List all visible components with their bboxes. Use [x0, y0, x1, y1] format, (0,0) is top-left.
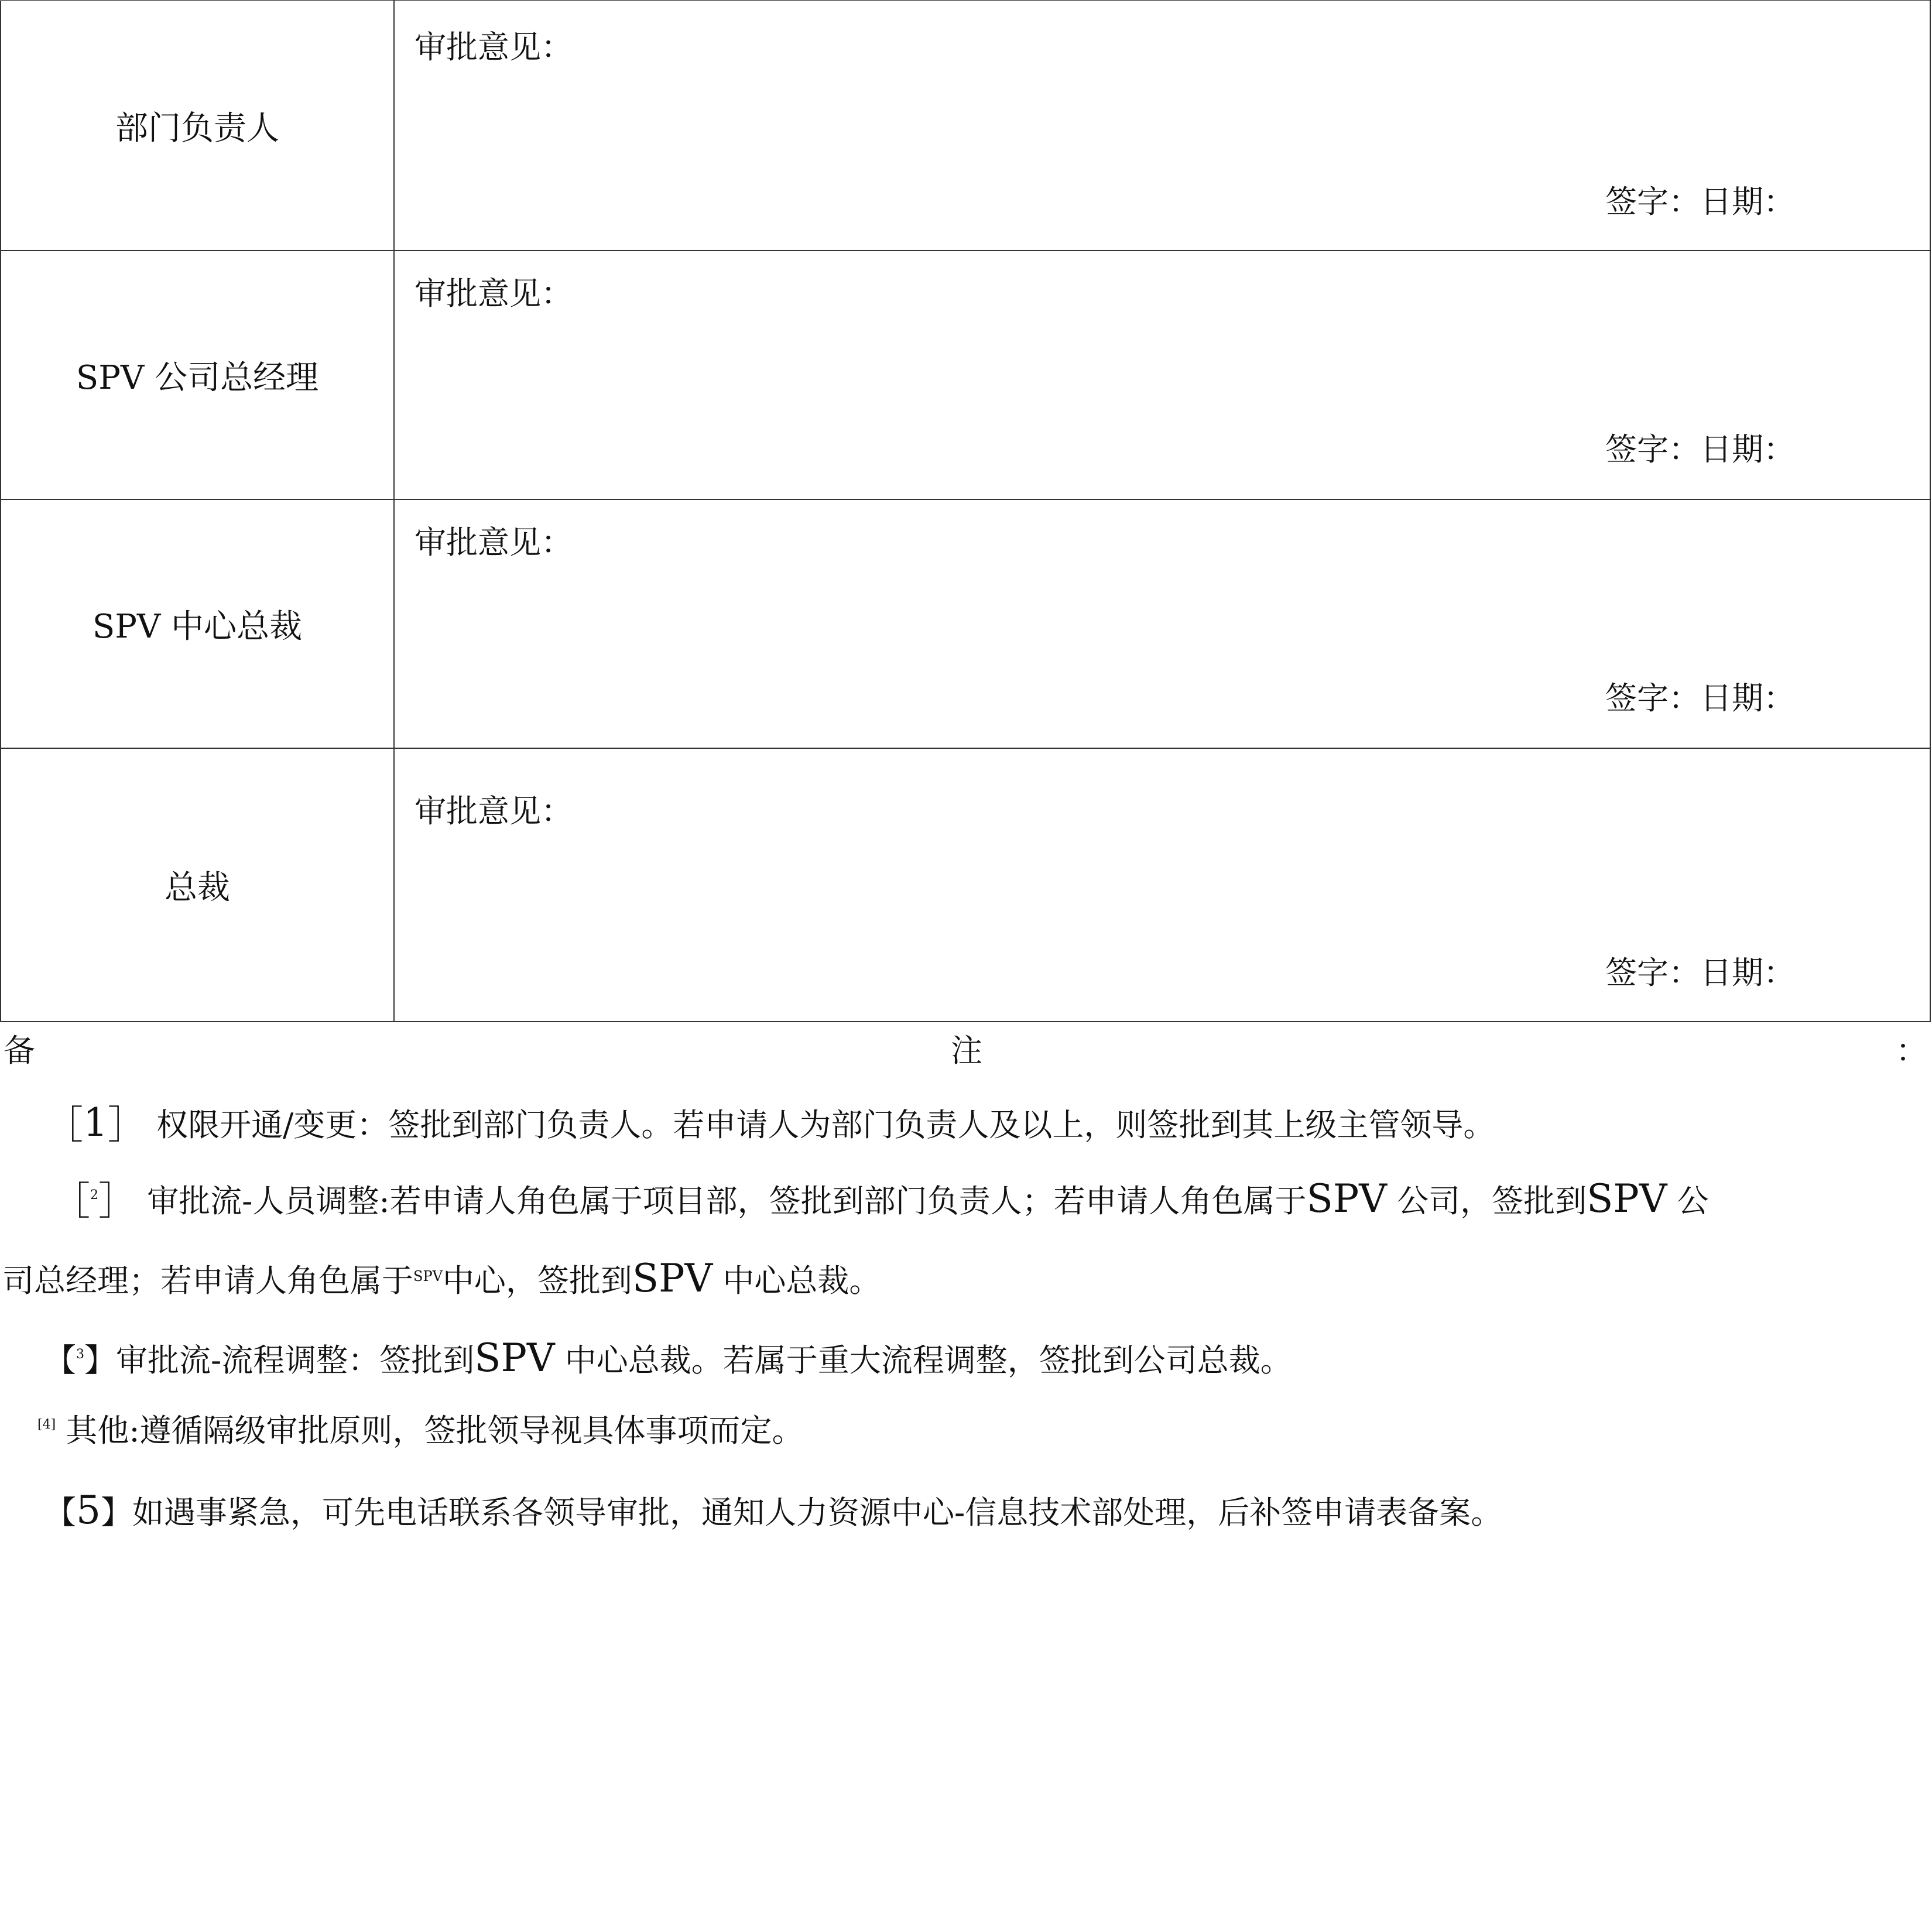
note-3	[44, 1335, 1292, 1381]
role-cell	[1, 251, 394, 499]
note-text: 审批流-流程调整：签批到	[116, 1342, 475, 1379]
approval-row-president	[1, 748, 1930, 1022]
note-marker: [4]	[37, 1417, 56, 1432]
note-text-spv: SPV	[1306, 1176, 1387, 1221]
opinion-cell[interactable]	[394, 499, 1930, 748]
note-marker-number: 1	[83, 1100, 108, 1145]
remarks-header	[4, 1026, 1927, 1069]
sign-date-label: 签字：日期：	[1605, 431, 1795, 468]
note-text: 其他:遵循隔级审批原则，签批领导视具体事项而定。	[56, 1412, 804, 1449]
note-marker-close: ］	[98, 1179, 137, 1224]
sign-date-label: 签字：日期：	[1605, 183, 1795, 220]
note-2-line-2	[2, 1255, 881, 1301]
approval-row-spv-company-gm	[1, 251, 1930, 499]
remarks-label-left: 备	[4, 1032, 35, 1069]
remarks-label-mid: 注	[951, 1032, 982, 1069]
note-marker-number: 5	[76, 1488, 101, 1533]
opinion-label: 审批意见：	[415, 275, 573, 312]
note-5	[44, 1487, 1502, 1533]
note-marker-close: 】	[84, 1342, 116, 1379]
note-text: 公司，签批到	[1386, 1183, 1587, 1220]
note-text: 中心，签批到	[442, 1262, 632, 1299]
note-text-spv-small: SPV	[413, 1268, 443, 1284]
note-marker-close: ］	[108, 1102, 146, 1147]
sign-date-label: 签字：日期：	[1605, 680, 1795, 717]
note-text: 如遇事紧急，可先电话联系各领导审批，通知人力资源中心-信息技术部处理，后补签申请表备案。	[132, 1494, 1503, 1531]
opinion-cell[interactable]	[394, 251, 1930, 499]
role-label: 部门负责人	[115, 109, 279, 148]
opinion-cell[interactable]	[394, 1, 1930, 251]
note-text: 公	[1667, 1183, 1709, 1220]
note-text-spv: SPV	[1587, 1176, 1667, 1221]
role-label: SPV 公司总经理	[76, 358, 319, 397]
note-4	[37, 1412, 804, 1450]
note-text: 权限开通/变更：签批到部门负责人。若申请人为部门负责人及以上，则签批到其上级主管领导。	[146, 1107, 1495, 1143]
remarks-label-colon: ：	[1896, 1032, 1927, 1069]
role-cell	[1, 1, 394, 251]
opinion-label: 审批意见：	[415, 793, 573, 830]
role-cell	[1, 748, 394, 1022]
note-1	[44, 1099, 1495, 1148]
note-marker-open: ［	[44, 1102, 83, 1147]
approval-row-spv-center-president	[1, 499, 1930, 748]
note-text: 司总经理；若申请人角色属于	[2, 1262, 413, 1299]
role-label: SPV 中心总裁	[92, 607, 303, 646]
note-marker-number: 2	[90, 1188, 98, 1203]
opinion-label: 审批意见：	[415, 29, 573, 66]
note-text: 审批流-人员调整:若申请人角色属于项目部，签批到部门负责人；若申请人角色属于	[137, 1183, 1307, 1220]
role-cell	[1, 499, 394, 748]
note-text-spv: SPV	[474, 1335, 555, 1381]
note-marker-open: ［	[52, 1179, 90, 1224]
opinion-cell[interactable]	[394, 748, 1930, 1022]
note-text: 中心总裁。若属于重大流程调整，签批到公司总裁。	[554, 1342, 1292, 1379]
note-marker-open: 【	[44, 1342, 76, 1379]
note-2-line-1	[52, 1176, 1709, 1224]
role-label: 总裁	[165, 868, 230, 907]
note-marker-number: 3	[76, 1347, 84, 1362]
approval-row-department-head	[1, 1, 1930, 251]
opinion-label: 审批意见：	[415, 524, 573, 561]
sign-date-label: 签字：日期：	[1605, 954, 1795, 991]
note-text: 中心总裁。	[712, 1262, 881, 1299]
note-marker-open: 【	[44, 1494, 76, 1531]
note-text-spv: SPV	[632, 1256, 713, 1301]
note-marker-close: 】	[101, 1494, 132, 1531]
